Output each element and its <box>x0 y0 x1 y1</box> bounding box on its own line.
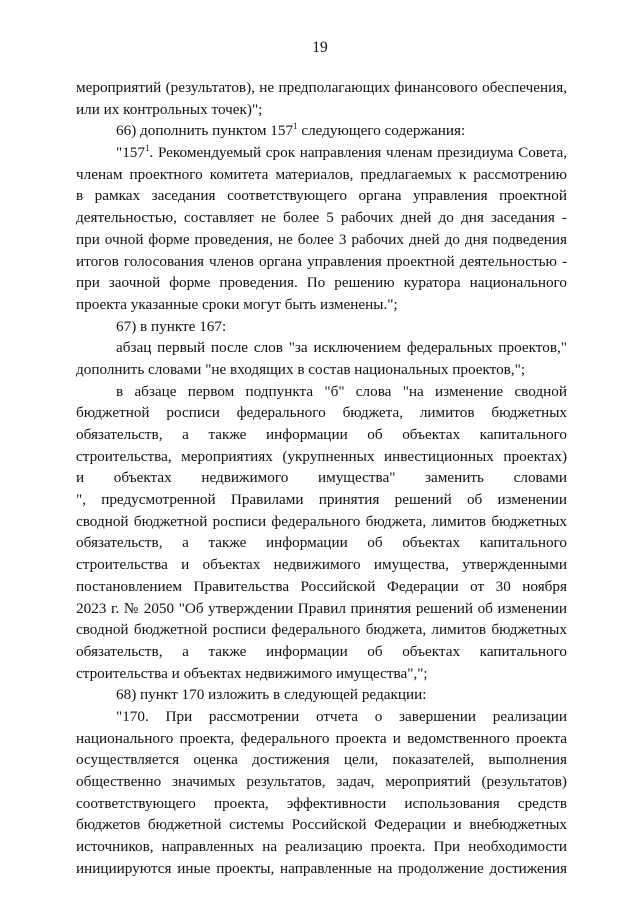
text-line: членам проектного комитета материалов, предлагаемых к рассмотрению <box>76 165 567 183</box>
text-line: общественно значимых результатов, задач, мероприятий (результатов) <box>76 773 567 790</box>
text-line: обязательств, а также информации об объектах капитального <box>76 426 567 443</box>
text-line: сводной бюджетной росписи федерального бюджета, лимитов бюджетных <box>76 621 567 639</box>
text-line: и объектах недвижимого имущества" заменить словами <box>76 469 567 487</box>
text-line: "170. При рассмотрении отчета о завершении реализации <box>116 707 567 725</box>
text-line: деятельностью, составляет не более 5 рабочих дней до дня заседания - <box>76 209 567 227</box>
text-line <box>76 120 567 142</box>
text-segment: "157 <box>116 144 145 162</box>
text-line: итогов голосования членов органа управления проектной деятельностью - <box>76 252 567 270</box>
superscript: 1 <box>293 121 298 132</box>
text-line: обязательств, а также информации об объектах капитального <box>76 642 567 660</box>
text-segment: . Рекомендуемый срок направления членам президиума Совета, <box>149 144 567 162</box>
text-line: ", предусмотренной Правилами принятия решений об изменении <box>76 491 567 509</box>
document-body <box>76 77 567 879</box>
text-line: 67) в пункте 167: <box>116 317 227 335</box>
text-line: постановлением Правительства Российской Федерации от 30 ноября <box>76 577 567 595</box>
text-line: национального проекта, федерального проекта и ведомственного проекта <box>76 729 567 747</box>
text-line: 68) пункт 170 изложить в следующей редакции: <box>116 686 427 704</box>
text-line: инициируются иные проекты, направленные на продолжение достижения <box>76 859 567 877</box>
text-line: строительства и объектах недвижимого имущества","; <box>76 664 428 682</box>
text-line: или их контрольных точек)"; <box>76 100 263 118</box>
text-line: при заочной форме проведения. По решению куратора национального <box>76 274 567 292</box>
text-line: в рамках заседания соответствующего органа управления проектной <box>76 187 567 205</box>
text-segment: следующего содержания: <box>297 122 466 140</box>
text-line: проекта указанные сроки могут быть изменены."; <box>76 295 398 313</box>
text-line: в абзаце первом подпункта "б" слова "на изменение сводной <box>116 382 567 400</box>
text-line: осуществляется оценка достижения цели, показателей, выполнения <box>76 751 567 769</box>
text-line <box>76 142 567 164</box>
text-line: 2023 г. № 2050 "Об утверждении Правил принятия решений об изменении <box>76 599 567 617</box>
text-line: строительства, мероприятиях (укрупненных инвестиционных проектах) <box>76 447 567 465</box>
text-line: соответствующего проекта, эффективности использования средств <box>76 794 567 812</box>
superscript: 1 <box>144 143 150 154</box>
text-segment: 66) дополнить пунктом 157 <box>116 122 294 140</box>
page-number: 19 <box>312 39 328 56</box>
text-line: сводной бюджетной росписи федерального бюджета, лимитов бюджетных <box>76 512 567 530</box>
text-line: абзац первый после слов "за исключением федеральных проектов," <box>116 339 567 357</box>
text-line: обязательств, а также информации об объектах капитального <box>76 534 567 552</box>
text-line: источников, направленных на реализацию проекта. При необходимости <box>76 838 567 856</box>
text-line: бюджетной росписи федерального бюджета, лимитов бюджетных <box>76 404 567 422</box>
text-line: дополнить словами "не входящих в состав национальных проектов,"; <box>76 360 526 378</box>
text-line: мероприятий (результатов), не предполагающих финансового обеспечения, <box>76 79 567 96</box>
text-line: строительства и объектах недвижимого имущества, утвержденными <box>76 556 567 574</box>
text-line: бюджетов бюджетной системы Российской Федерации и внебюджетных <box>76 816 567 834</box>
text-line: при очной форме проведения, не более 3 рабочих дней до дня подведения <box>76 230 567 248</box>
